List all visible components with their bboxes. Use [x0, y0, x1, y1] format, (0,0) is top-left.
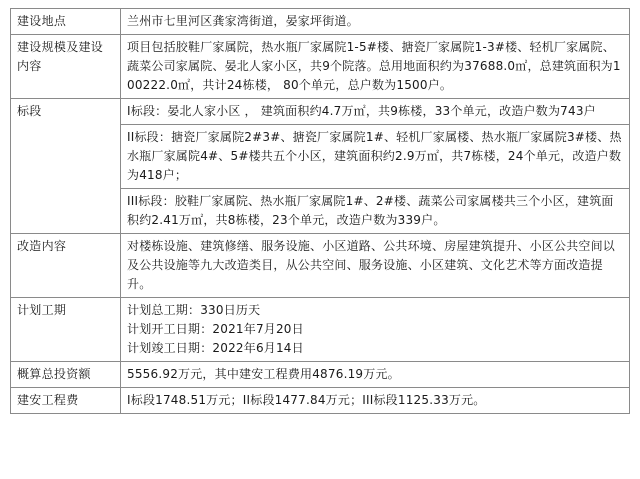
value-line: 5556.92万元，其中建安工程费用4876.19万元。 — [127, 367, 400, 381]
row-value — [121, 234, 630, 298]
value-line: 项目包括胶鞋厂家属院，热水瓶厂家属院1-5#楼、搪瓷厂家属院1-3#楼、轻机厂家属院、蔬菜公司家属院、晏北人家小区，共9个院落。总用地面积约为37688.0㎡，总建筑面积为100222.0㎡，共计24栋楼， 80个单元，总户数为1500户。 — [127, 40, 621, 92]
row-value — [121, 298, 630, 362]
value-line: 对楼栋设施、建筑修缮、服务设施、小区道路、公共环境、房屋建筑提升、小区公共空间以及公共设施等九大改造类目，从公共空间、服务设施、小区建筑、文化艺术等方面改造提升。 — [127, 239, 616, 291]
row-label: 计划工期 — [11, 298, 121, 362]
value-line: III标段：胶鞋厂家属院、热水瓶厂家属院1#、2#楼、蔬菜公司家属楼共三个小区，建筑面积约2.41万㎡，共8栋楼，23个单元，改造户数为339户。 — [127, 194, 614, 227]
value-line: I标段1748.51万元；II标段1477.84万元；III标段1125.33万元。 — [127, 393, 486, 407]
table-row-section-1 — [11, 99, 630, 125]
value-line: I标段：晏北人家小区 ， 建筑面积约4.7万㎡，共9栋楼，33个单元，改造户数为743户 — [127, 104, 596, 118]
value-line: II标段：搪瓷厂家属院2#3#、搪瓷厂家属院1#、轻机厂家属楼、热水瓶厂家属院3#楼、热水瓶厂家属院4#、5#楼共五个小区，建筑面积约2.9万㎡，共7栋楼，24个单元，改造户数为418户； — [127, 130, 622, 182]
project-info-table — [10, 8, 630, 414]
table-row-renovation — [11, 234, 630, 298]
value-line: 兰州市七里河区龚家湾街道，晏家坪街道。 — [127, 14, 359, 28]
row-label: 改造内容 — [11, 234, 121, 298]
row-value — [121, 388, 630, 414]
value-line: 计划总工期：330日历天 — [127, 303, 261, 317]
value-line: 计划竣工日期：2022年6月14日 — [127, 341, 304, 355]
value-line: 计划开工日期：2021年7月20日 — [127, 322, 304, 336]
row-value — [121, 99, 630, 125]
row-label: 建安工程费 — [11, 388, 121, 414]
row-value — [121, 35, 630, 99]
table-row-schedule — [11, 298, 630, 362]
row-label: 建设规模及建设内容 — [11, 35, 121, 99]
row-value — [121, 125, 630, 189]
row-label: 建设地点 — [11, 9, 121, 35]
row-value — [121, 189, 630, 234]
row-value — [121, 362, 630, 388]
table-row-scale — [11, 35, 630, 99]
table-row-construction-cost — [11, 388, 630, 414]
table-row-investment — [11, 362, 630, 388]
table-row-location — [11, 9, 630, 35]
row-label: 标段 — [11, 99, 121, 234]
row-value — [121, 9, 630, 35]
row-label: 概算总投资额 — [11, 362, 121, 388]
